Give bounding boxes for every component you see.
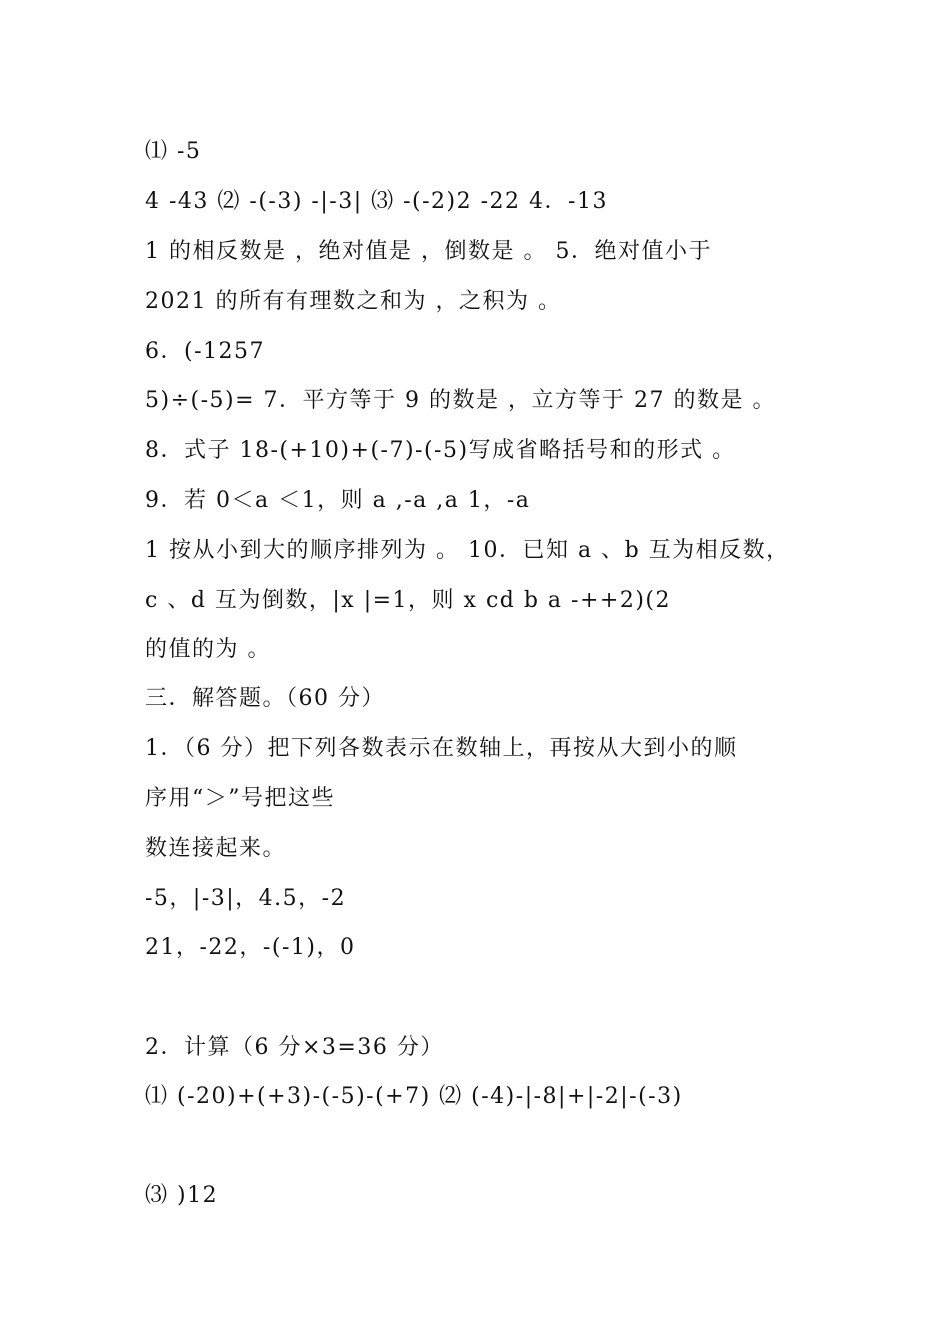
text-line: ⑴ (-20)+(+3)-(-5)-(+7) ⑵ (-4)-|-8|+|-2|-(-3) <box>145 1084 683 1109</box>
text-line: 1．（6 分）把下列各数表示在数轴上，再按从大到小的顺 <box>145 736 738 761</box>
text-line: c 、d 互为倒数，|x |=1，则 x cd b a -++2)(2 <box>145 588 671 613</box>
text-line: ⑶ )12 <box>145 1183 219 1208</box>
text-line: 21，-22，-(-1)，0 <box>145 935 356 960</box>
text-line: 的值的为 。 <box>145 637 271 662</box>
text-line: 数连接起来。 <box>145 836 287 861</box>
text-line: ⑴ -5 <box>145 139 202 164</box>
text-line: 1 按从小到大的顺序排列为 。 10．已知 a 、b 互为相反数， <box>145 538 790 563</box>
text-line: 5)÷(-5)= 7．平方等于 9 的数是 ，立方等于 27 的数是 。 <box>145 388 776 413</box>
text-line: 2．计算（6 分×3=36 分） <box>145 1035 444 1060</box>
text-line: 9．若 0＜a ＜1，则 a ,-a ,a 1，-a <box>145 488 531 513</box>
text-line: -5，|-3|，4.5，-2 <box>145 886 347 911</box>
text-line: 1 的相反数是 ，绝对值是 ，倒数是 。 5．绝对值小于 <box>145 239 712 264</box>
text-line: 6．(-1257 <box>145 339 266 364</box>
text-line: 4 -43 ⑵ -(-3) -|-3| ⑶ -(-2)2 -22 4．-13 <box>145 189 608 214</box>
section-heading: 三．解答题。（60 分） <box>145 686 385 711</box>
text-line: 8．式子 18-(+10)+(-7)-(-5)写成省略括号和的形式 。 <box>145 438 736 463</box>
text-line: 序用“＞”号把这些 <box>145 786 335 811</box>
text-line: 2021 的所有有理数之和为 ，之积为 。 <box>145 289 562 314</box>
